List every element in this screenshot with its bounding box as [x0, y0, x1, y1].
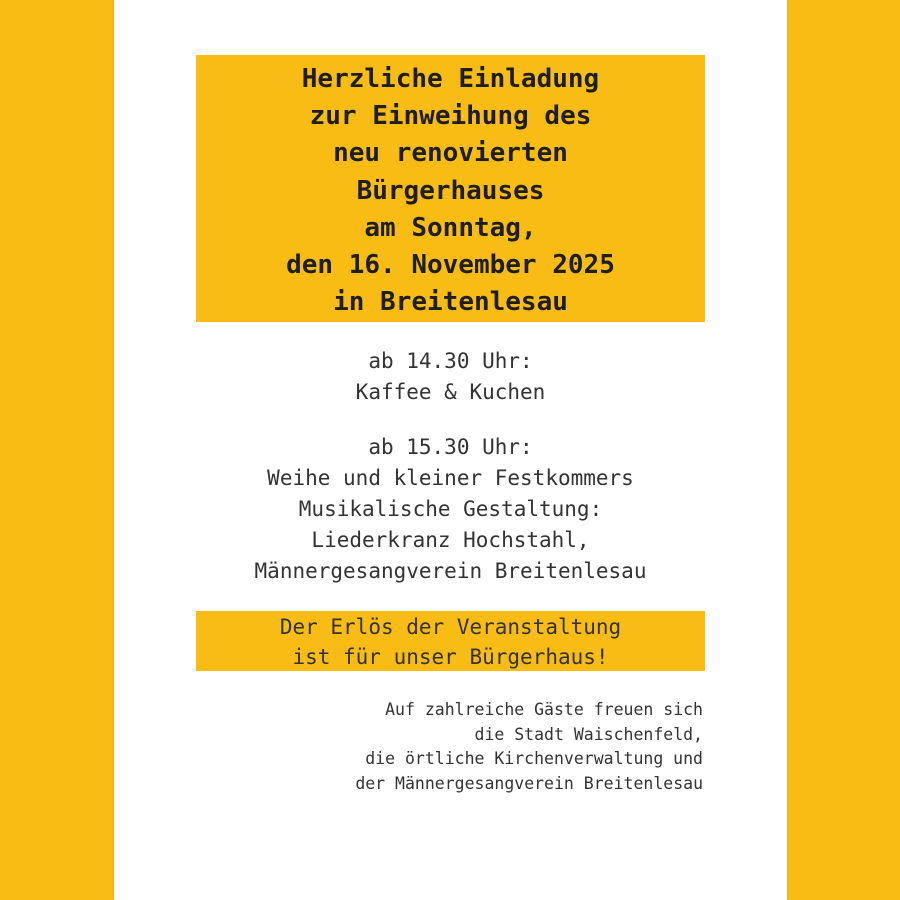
closing-hosts: [355, 698, 703, 796]
notice-line: Der Erlös der Veranstaltung: [279, 615, 622, 639]
invitation-sheet: [114, 0, 787, 900]
title-line: zur Einweihung des: [309, 101, 592, 132]
proceeds-notice: [196, 611, 705, 671]
schedule-item: Weihe und kleiner Festkommers: [267, 466, 634, 490]
schedule-coffee: [114, 346, 787, 408]
closing-line: Auf zahlreiche Gäste freuen sich: [385, 700, 703, 719]
schedule-time: ab 14.30 Uhr:: [368, 349, 533, 373]
schedule-item: Männergesangverein Breitenlesau: [254, 559, 647, 583]
schedule-ceremony: [114, 432, 787, 587]
closing-line: die Stadt Waischenfeld,: [474, 724, 703, 744]
notice-line: ist für unser Bürgerhaus!: [292, 645, 609, 669]
closing-line: der Männergesangverein Breitenlesau: [355, 773, 703, 793]
title-line: am Sonntag,: [364, 212, 537, 243]
title-line: neu renovierten: [333, 138, 568, 169]
event-date: den 16. November 2025: [286, 250, 615, 281]
event-location: in Breitenlesau: [333, 287, 568, 318]
schedule-item: Musikalische Gestaltung:: [298, 497, 603, 521]
schedule-item: Liederkranz Hochstahl,: [311, 528, 590, 552]
closing-line: die örtliche Kirchenverwaltung und: [365, 749, 703, 768]
schedule-item: Kaffee & Kuchen: [355, 380, 546, 404]
title-line: Herzliche Einladung: [301, 64, 600, 94]
title-line: Bürgerhauses: [356, 175, 545, 206]
title-banner: [196, 55, 705, 322]
schedule-time: ab 15.30 Uhr:: [368, 435, 533, 459]
